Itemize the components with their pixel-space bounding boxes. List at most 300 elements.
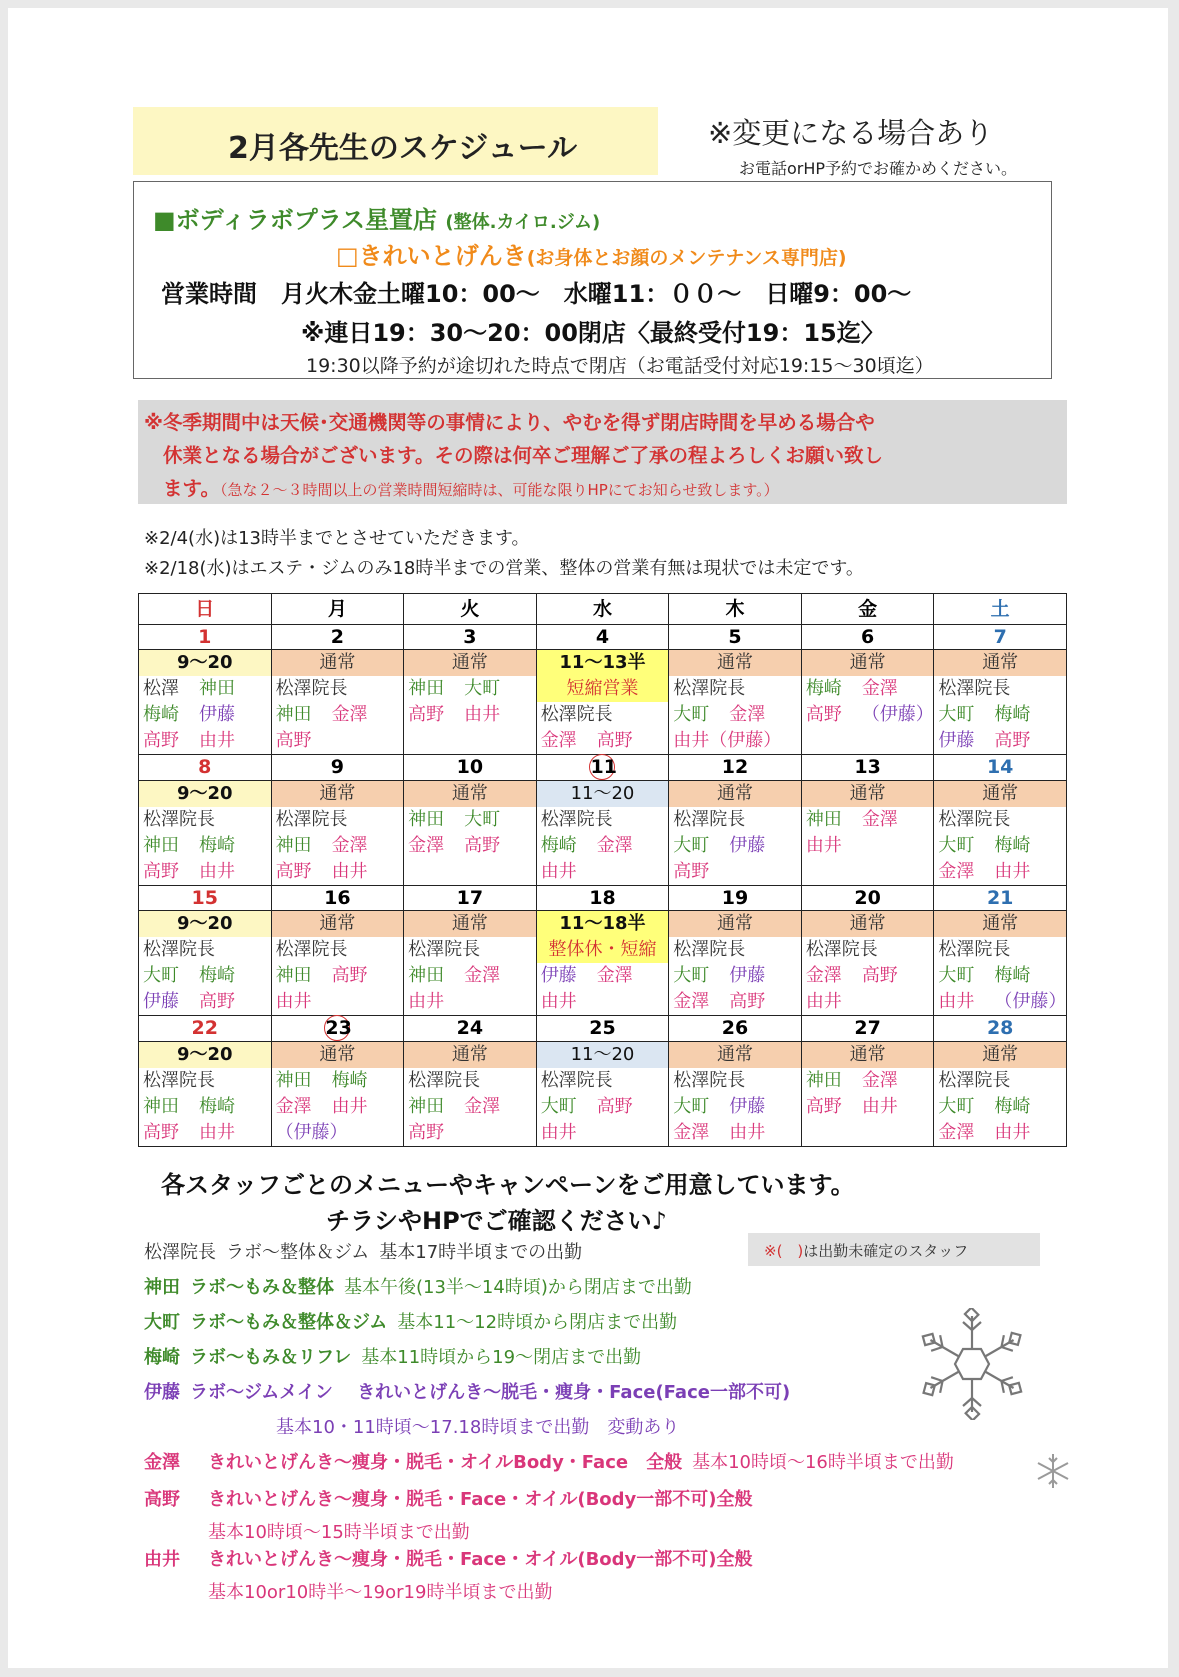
- staff-role: きれいとげんき～痩身・脱毛・オイルBody・Face 全般: [208, 1452, 683, 1473]
- staff-name: 高野: [144, 1489, 180, 1510]
- staff-name: 金澤: [275, 1096, 312, 1117]
- staff-name: 大町: [464, 809, 501, 830]
- date-cell: [801, 625, 934, 650]
- schedule-row: [139, 650, 1067, 755]
- closing-time: ※連日19：30～20：00閉店〈最終受付19：15迄〉: [301, 319, 885, 347]
- date-number: 26: [721, 1017, 749, 1039]
- staff-name: 松澤院長: [275, 678, 348, 699]
- staff-line: [404, 676, 536, 702]
- staff-name: 伊藤: [199, 704, 235, 725]
- day-schedule-cell: [669, 911, 802, 1016]
- staff-name: 金澤: [331, 835, 368, 856]
- day-schedule-cell: [669, 1042, 802, 1147]
- staff-name: 由井: [938, 991, 975, 1012]
- business-hours-band: 通常: [669, 781, 801, 807]
- staff-line: [272, 1120, 404, 1146]
- date-number: 19: [721, 887, 749, 909]
- staff-name: 神田: [408, 965, 445, 986]
- staff-name: 神田: [144, 1277, 180, 1298]
- legend-desc: は出勤未確定のスタッフ: [803, 1242, 969, 1260]
- staff-name: 由井: [729, 1122, 766, 1143]
- staff-name: 大町: [938, 965, 975, 986]
- staff-line: [934, 989, 1066, 1015]
- date-cell: [934, 886, 1067, 911]
- business-hours-band: 11～20: [537, 781, 669, 807]
- staff-name: 金澤: [938, 1122, 975, 1143]
- staff-name: 由井: [199, 861, 235, 882]
- staff-line: [669, 833, 801, 859]
- staff-name: 由井: [199, 730, 235, 751]
- staff-name: 高野: [275, 861, 312, 882]
- staff-name: 由井（伊藤）: [673, 730, 782, 751]
- schedule-row: [139, 911, 1067, 1016]
- special-notice-band: 短縮営業: [537, 676, 669, 702]
- staff-line: [802, 937, 934, 963]
- staff-name: 松澤院長: [540, 704, 613, 725]
- day-schedule-cell: [271, 781, 404, 886]
- staff-name: 金澤: [805, 965, 842, 986]
- weekday-row: [139, 594, 1067, 625]
- staff-name: 松澤院長: [144, 1242, 216, 1263]
- date-number: 20: [854, 887, 881, 909]
- date-cell: [536, 886, 669, 911]
- staff-name: 高野: [805, 704, 842, 725]
- weekday-header: 月: [271, 594, 404, 625]
- staff-line: [139, 1094, 271, 1120]
- staff-line: [669, 937, 801, 963]
- staff-line: [272, 676, 404, 702]
- staff-shift-detail: 基本午後(13半～14時頃)から閉店まで出勤: [344, 1277, 692, 1298]
- staff-line: [802, 807, 934, 833]
- staff-role: ラボ～もみ＆整体＆ジム: [190, 1312, 388, 1333]
- store-name-text: ■ボディラボプラス星置店: [153, 206, 438, 234]
- date-number: 23: [325, 1017, 352, 1039]
- staff-name: 由井: [994, 861, 1031, 882]
- business-hours-band: 11～20: [537, 1042, 669, 1068]
- date-number: 14: [986, 756, 1014, 778]
- day-schedule-cell: [934, 650, 1067, 755]
- business-hours-band: 通常: [802, 911, 934, 937]
- staff-name: 金澤: [464, 1096, 501, 1117]
- staff-line: [669, 1120, 801, 1146]
- staff-line: [802, 833, 934, 859]
- staff-name: 高野: [408, 1122, 445, 1143]
- staff-name: 金澤: [540, 730, 577, 751]
- kirei-name: [336, 236, 847, 271]
- date-number: 28: [986, 1017, 1014, 1039]
- business-hours-band: 通常: [669, 1042, 801, 1068]
- date-cell: [139, 886, 272, 911]
- staff-line: [139, 833, 271, 859]
- staff-name: 由井: [464, 704, 501, 725]
- staff-line: [139, 1068, 271, 1094]
- date-number: 13: [854, 756, 881, 778]
- staff-name: 梅崎: [199, 1096, 235, 1117]
- staff-line: [802, 676, 934, 702]
- date-cell: [801, 1016, 934, 1042]
- staff-line: [272, 728, 404, 754]
- staff-line: [404, 807, 536, 833]
- staff-name: 金澤: [673, 991, 710, 1012]
- staff-name: 松澤: [143, 678, 179, 699]
- staff-name: 神田: [408, 1096, 445, 1117]
- staff-name: 金澤: [144, 1452, 180, 1473]
- winter-line-1: ※冬季期間中は天候･交通機関等の事情により、やむを得ず閉店時間を早める場合や: [144, 411, 875, 434]
- staff-line: [669, 676, 801, 702]
- date-cell: [404, 625, 537, 650]
- date-number: 1: [198, 626, 212, 648]
- staff-name: 大町: [540, 1096, 577, 1117]
- staff-role: ラボ～整体＆ジム: [226, 1242, 370, 1263]
- staff-line: [802, 702, 934, 728]
- date-number: 18: [589, 887, 616, 909]
- staff-name: （伊藤）: [861, 704, 934, 725]
- staff-name: 由井: [994, 1122, 1031, 1143]
- business-hours-band: 通常: [404, 781, 536, 807]
- staff-line: [934, 1068, 1066, 1094]
- date-cell: [404, 1016, 537, 1042]
- staff-name: 伊藤: [938, 730, 975, 751]
- date-cell: [669, 755, 802, 781]
- staff-name: 松澤院長: [143, 939, 215, 960]
- date-number: 12: [721, 756, 749, 778]
- date-number: 10: [456, 756, 484, 778]
- date-number: 3: [463, 626, 477, 648]
- date-row: [139, 886, 1067, 911]
- date-cell: [669, 886, 802, 911]
- business-hours-band: 9～20: [139, 1042, 271, 1068]
- staff-name: 松澤院長: [673, 1070, 746, 1091]
- staff-name: 松澤院長: [938, 678, 1011, 699]
- date-number: 7: [993, 626, 1007, 648]
- date-cell: [404, 886, 537, 911]
- staff-name: 高野: [596, 1096, 633, 1117]
- staff-row: [144, 1448, 954, 1474]
- weekday-header: 土: [934, 594, 1067, 625]
- staff-name: 松澤院長: [673, 809, 746, 830]
- staff-name: 大町: [673, 1096, 710, 1117]
- staff-line: [537, 1094, 669, 1120]
- date-cell: [669, 625, 802, 650]
- date-cell: [139, 755, 272, 781]
- date-number: 24: [456, 1017, 484, 1039]
- day-schedule-cell: [536, 650, 669, 755]
- staff-name: 高野: [596, 730, 633, 751]
- staff-line: [669, 702, 801, 728]
- staff-name: 由井: [331, 861, 368, 882]
- change-note-sub: お電話orHP予約でお確かめください。: [739, 159, 1018, 178]
- date-cell: [536, 625, 669, 650]
- day-schedule-cell: [801, 1042, 934, 1147]
- date-row: [139, 755, 1067, 781]
- staff-row: [144, 1485, 763, 1511]
- staff-name: 梅崎: [143, 704, 179, 725]
- staff-line: [802, 1094, 934, 1120]
- staff-line: [272, 937, 404, 963]
- date-cell: [934, 755, 1067, 781]
- staff-name: 梅崎: [994, 965, 1031, 986]
- staff-name: 金澤: [938, 861, 975, 882]
- date-number: 17: [456, 887, 484, 909]
- store-name: [153, 200, 600, 235]
- date-cell: [404, 755, 537, 781]
- date-row: [139, 625, 1067, 650]
- business-hours-band: 通常: [934, 781, 1066, 807]
- staff-shift-detail: 基本10or10時半～19or19時半頃まで出勤: [208, 1582, 553, 1603]
- staff-name: 高野: [331, 965, 368, 986]
- staff-line: [669, 1094, 801, 1120]
- schedule-calendar: [138, 593, 1067, 1147]
- staff-shift-detail: 基本11時頃から19～閉店まで出勤: [361, 1347, 642, 1368]
- business-hours-band: 通常: [404, 911, 536, 937]
- staff-line: [139, 989, 271, 1015]
- schedule-row: [139, 781, 1067, 886]
- date-row: [139, 1016, 1067, 1042]
- staff-row: [144, 1238, 582, 1264]
- day-schedule-cell: [536, 1042, 669, 1147]
- staff-line: [404, 702, 536, 728]
- staff-role: きれいとげんき～痩身・脱毛・Face・オイル(Body一部不可)全般: [208, 1489, 753, 1510]
- business-hours: 営業時間 月火木金土曜10：00～ 水曜11：００～ 日曜9：00～: [161, 280, 912, 308]
- day-schedule-cell: [271, 1042, 404, 1147]
- staff-shift-detail: 基本11～12時頃から閉店まで出勤: [397, 1312, 678, 1333]
- staff-name: 大町: [673, 965, 710, 986]
- staff-name: 伊藤: [729, 1096, 766, 1117]
- staff-line: [669, 989, 801, 1015]
- staff-line: [934, 676, 1066, 702]
- business-hours-band: 通常: [272, 911, 404, 937]
- staff-line: [404, 1068, 536, 1094]
- menu-message-1: 各スタッフごとのメニューやキャンペーンをご用意しています。: [161, 1171, 855, 1199]
- staff-name: 松澤院長: [275, 809, 348, 830]
- staff-line: [537, 859, 669, 885]
- date-number: 8: [198, 756, 212, 778]
- date-cell: [934, 1016, 1067, 1042]
- day-schedule-cell: [404, 781, 537, 886]
- staff-name: 伊藤: [143, 991, 179, 1012]
- staff-name: 高野: [199, 991, 235, 1012]
- staff-name: 高野: [275, 730, 312, 751]
- business-hours-band: 通常: [272, 781, 404, 807]
- staff-line: [139, 1120, 271, 1146]
- date-cell: [271, 625, 404, 650]
- staff-name: 梅崎: [331, 1070, 368, 1091]
- business-hours-band: 9～20: [139, 650, 271, 676]
- staff-name: 梅崎: [199, 835, 235, 856]
- staff-name: 由井: [861, 1096, 898, 1117]
- day-schedule-cell: [139, 781, 272, 886]
- day-schedule-cell: [536, 911, 669, 1016]
- staff-role: きれいとげんき～痩身・脱毛・Face・オイル(Body一部不可)全般: [208, 1549, 753, 1570]
- winter-line-3-main: ます。: [163, 477, 220, 500]
- staff-name: 金澤: [861, 1070, 898, 1091]
- staff-row: [144, 1545, 763, 1571]
- staff-shift-detail: 基本17時半頃までの出勤: [379, 1242, 583, 1263]
- staff-line: [934, 859, 1066, 885]
- staff-name: 大町: [673, 704, 710, 725]
- staff-name: 神田: [143, 835, 179, 856]
- day-schedule-cell: [801, 650, 934, 755]
- staff-name: 金澤: [596, 835, 633, 856]
- small-snowflake-icon: [1033, 1451, 1073, 1491]
- date-number: 27: [854, 1017, 881, 1039]
- staff-line: [537, 807, 669, 833]
- weekday-header: 火: [404, 594, 537, 625]
- day-schedule-cell: [801, 781, 934, 886]
- staff-shift-detail: 基本10時頃～15時半頃まで出勤: [208, 1522, 470, 1543]
- date-cell: [271, 886, 404, 911]
- staff-name: 大町: [938, 835, 975, 856]
- weekday-header: 木: [669, 594, 802, 625]
- day-schedule-cell: [271, 650, 404, 755]
- date-cell: [271, 1016, 404, 1042]
- staff-line: [669, 859, 801, 885]
- staff-name: 由井: [408, 991, 445, 1012]
- staff-name: 梅崎: [994, 1096, 1031, 1117]
- staff-name: 高野: [143, 730, 179, 751]
- date-number: 11: [590, 756, 617, 778]
- schedule-page: [8, 8, 1168, 1668]
- staff-name: 金澤: [861, 809, 898, 830]
- day-schedule-cell: [669, 650, 802, 755]
- store-name-sub: (整体.カイロ.ジム): [445, 212, 601, 233]
- staff-name: 高野: [143, 861, 179, 882]
- staff-name: 梅崎: [199, 965, 235, 986]
- day-schedule-cell: [404, 1042, 537, 1147]
- staff-name: 神田: [408, 678, 445, 699]
- date-cell: [669, 1016, 802, 1042]
- title-banner: [133, 107, 658, 175]
- staff-name: 伊藤: [729, 965, 766, 986]
- staff-name: 大町: [938, 1096, 975, 1117]
- staff-name: 由井: [144, 1549, 180, 1570]
- date-cell: [536, 755, 669, 781]
- staff-name: 高野: [805, 1096, 842, 1117]
- staff-name: 高野: [464, 835, 501, 856]
- staff-name: 高野: [143, 1122, 179, 1143]
- staff-name: 高野: [994, 730, 1031, 751]
- staff-name: 松澤院長: [805, 939, 878, 960]
- date-cell: [139, 625, 272, 650]
- staff-line: [934, 833, 1066, 859]
- day-schedule-cell: [934, 911, 1067, 1016]
- date-number: 22: [191, 1017, 218, 1039]
- staff-name: 高野: [729, 991, 766, 1012]
- business-hours-band: 通常: [934, 650, 1066, 676]
- staff-line: [934, 728, 1066, 754]
- staff-line: [272, 859, 404, 885]
- staff-line: [934, 1094, 1066, 1120]
- weekday-header: 日: [139, 594, 272, 625]
- page-title: 2月各先生のスケジュール: [228, 131, 578, 166]
- staff-line: [139, 728, 271, 754]
- business-hours-band: 通常: [802, 650, 934, 676]
- business-hours-band: 通常: [802, 1042, 934, 1068]
- staff-row: [144, 1343, 641, 1369]
- closing-note: 19:30以降予約が途切れた時点で閉店（お電話受付対応19:15～30頃迄）: [306, 355, 934, 377]
- staff-name: 神田: [275, 1070, 312, 1091]
- staff-name: 金澤: [861, 678, 898, 699]
- staff-name: 大町: [938, 704, 975, 725]
- staff-name: 松澤院長: [673, 939, 746, 960]
- staff-line: [537, 989, 669, 1015]
- day-schedule-cell: [139, 650, 272, 755]
- staff-line: [934, 807, 1066, 833]
- date-number: 15: [191, 887, 218, 909]
- staff-name: 梅崎: [994, 704, 1031, 725]
- staff-role: ラボ～もみ＆整体: [190, 1277, 334, 1298]
- notice-feb-4: ※2/4(水)は13時半までとさせていただきます。: [144, 528, 530, 549]
- date-cell: [139, 1016, 272, 1042]
- staff-line: [669, 963, 801, 989]
- date-number: 16: [324, 887, 351, 909]
- staff-line: [537, 833, 669, 859]
- business-hours-band: 9～20: [139, 781, 271, 807]
- snowflake-icon: [916, 1308, 1028, 1420]
- staff-line: [139, 937, 271, 963]
- date-number: 6: [860, 626, 875, 648]
- weekday-header: 水: [536, 594, 669, 625]
- date-number: 2: [330, 626, 344, 648]
- staff-name: 金澤: [408, 835, 445, 856]
- staff-name: 由井: [805, 835, 842, 856]
- date-cell: [801, 755, 934, 781]
- staff-name: 金澤: [596, 965, 633, 986]
- staff-name: 神田: [805, 1070, 842, 1091]
- change-note: ※変更になる場合あり: [708, 116, 994, 150]
- staff-line: [934, 1120, 1066, 1146]
- day-schedule-cell: [934, 781, 1067, 886]
- staff-name: 松澤院長: [938, 809, 1011, 830]
- staff-name: 松澤院長: [143, 1070, 215, 1091]
- staff-name: 神田: [275, 965, 312, 986]
- legend-mark: ※( ): [764, 1242, 804, 1260]
- staff-line: [802, 989, 934, 1015]
- staff-row: [144, 1308, 677, 1334]
- staff-line: [669, 1068, 801, 1094]
- staff-name: 松澤院長: [143, 809, 215, 830]
- day-schedule-cell: [139, 911, 272, 1016]
- business-hours-band: 11～13半: [537, 650, 669, 676]
- staff-name: 金澤: [673, 1122, 710, 1143]
- staff-name: 梅崎: [540, 835, 577, 856]
- staff-line: [934, 937, 1066, 963]
- staff-name: 高野: [861, 965, 898, 986]
- staff-line: [404, 989, 536, 1015]
- staff-name: （伊藤）: [994, 991, 1066, 1012]
- staff-line: [272, 1068, 404, 1094]
- staff-name: 伊藤: [729, 835, 766, 856]
- business-hours-band: 通常: [669, 911, 801, 937]
- date-number: 4: [595, 626, 610, 648]
- staff-row: [144, 1273, 692, 1299]
- unconfirmed-legend: [748, 1233, 1040, 1266]
- staff-line: [934, 963, 1066, 989]
- date-number: 21: [986, 887, 1014, 909]
- day-schedule-cell: [669, 781, 802, 886]
- staff-name: 高野: [408, 704, 445, 725]
- staff-line: [272, 989, 404, 1015]
- staff-line: [669, 807, 801, 833]
- weekday-header: 金: [801, 594, 934, 625]
- staff-line: [139, 702, 271, 728]
- date-cell: [271, 755, 404, 781]
- business-hours-band: 通常: [802, 781, 934, 807]
- business-hours-band: 通常: [934, 1042, 1066, 1068]
- business-hours-band: 通常: [934, 911, 1066, 937]
- business-hours-band: 通常: [404, 1042, 536, 1068]
- staff-line: [272, 807, 404, 833]
